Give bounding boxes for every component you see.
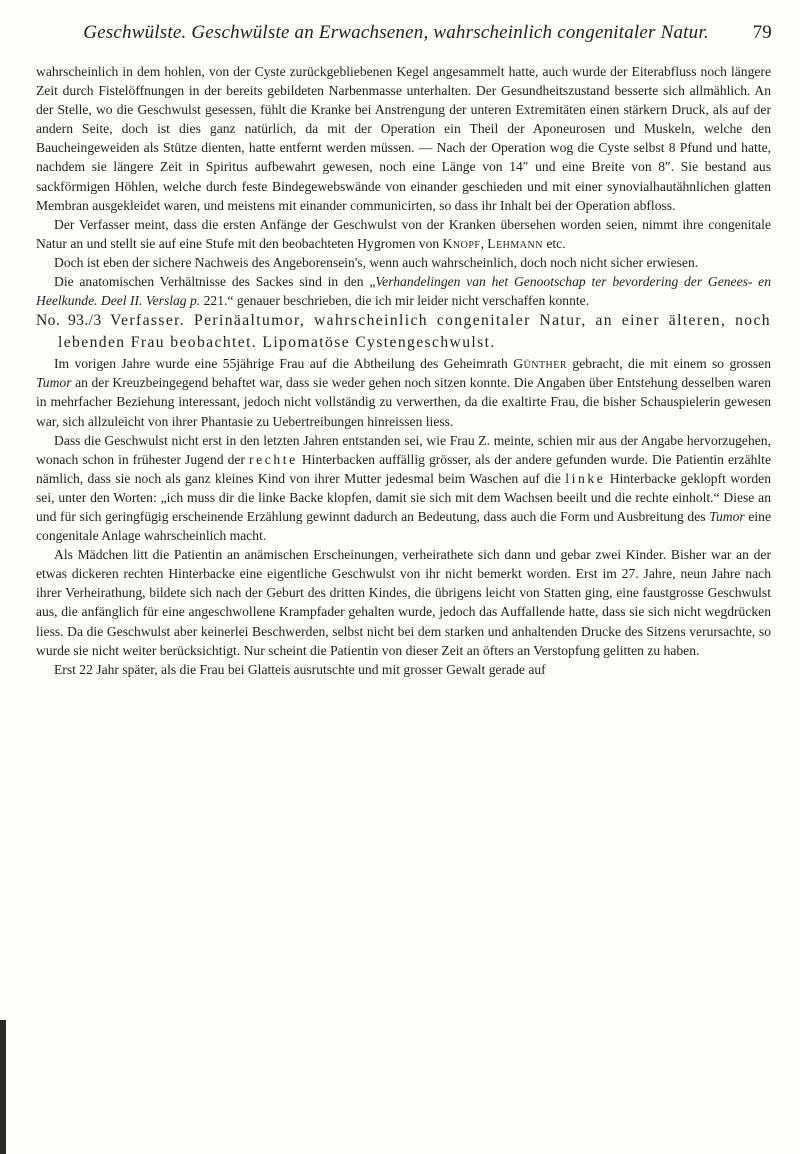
paragraph-8: Erst 22 Jahr später, als die Frau bei Glatteis ausrutschte und mit grosser Gewalt gerade auf	[54, 661, 546, 677]
term-tumor: Tumor	[36, 375, 72, 391]
case-heading-text: Verfasser. Perinäaltumor, wahrscheinlich congenitaler Natur, an einer älteren, noch lebenden Frau beobachtet. Lipomatöse Cystengeschwulst.	[58, 312, 772, 352]
term-tumor: Tumor	[709, 508, 745, 524]
emphasis-linke: linke	[565, 470, 606, 486]
page-number: 79	[752, 22, 772, 43]
paragraph-6: Dass die Geschwulst nicht erst in den letzten Jahren entstanden sei, wie Frau Z. meinte, schien mir aus der Angabe hervorzugehen, wonach schon in frühester Jugend der rechte Hinterbacken auffällig grösser, als der andere gefunden wurde. Die Patientin erzählte nämlich, dass sie noch als ganz kleines Kind von ihrer Mutter jedesmal beim Waschen auf die linke Hinterbacke geklopft worden sei, unter den Worten: „ich muss dir die linke Backe klopfen, damit sie sich mit dem Wachsen beeilt und die rechte einholt.“ Diese an und für sich geringfügig erscheinende Erzählung gewinnt dadurch an Bedeutung, dass auch die Form und Ausbreitung des Tumor eine congenitale Anlage wahrscheinlich macht.	[36, 432, 771, 544]
cited-work-title: Verhandelingen van het Genootschap ter bevordering der Genees- en Heelkunde. Deel II. Verslag p.	[36, 274, 772, 309]
paragraph-7: Als Mädchen litt die Patientin an anämischen Erscheinungen, verheirathete sich dann und gebar zwei Kinder. Bisher war an der etwas dickeren rechten Hinterbacke eine eigentliche Geschwulst von ihr nicht bemerkt worden. Erst im 27. Jahre, neun Jahre nach ihrer Verheirathung, bildete sich nach der Geburt des dritten Kindes, die übrigens leicht von Statten ging, eine faustgrosse Geschwulst aus, die anfänglich für eine angeschwollene Krampfader gehalten wurde, jedoch das Auffallende hatte, dass sie sich nicht wegdrücken liess. Da die Geschwulst aber keinerlei Beschwerden, selbst nicht bei dem starken und anhaltenden Drucke des Sitzens verursachte, so wurde sie nicht weiter berücksichtigt. Nur scheint die Patientin von dieser Zeit an öfters an Verstopfung gelitten zu haben.	[36, 547, 771, 658]
body-text	[36, 62, 771, 679]
paragraph-5: Im vorigen Jahre wurde eine 55jährige Frau auf die Abtheilung des Geheimrath Günther gebracht, die mit einem so grossen Tumor an der Kreuzbeingegend behaftet war, dass sie weder gehen noch sitzen konnte. Die Angaben über Entstehung desselben waren in mehrfacher Beziehung interessant, jedoch nicht vollständig zu verwerthen, da die exaltirte Frau, die bisher Schauspielerin gewesen war, sich allzuleicht von ihrer Phantasie zu Uebertreibungen hinreissen liess.	[36, 356, 771, 429]
running-head	[36, 22, 772, 46]
author-name-gunther: Günther	[513, 356, 568, 372]
case-number-fraction: /3	[88, 312, 102, 330]
author-name-lehmann: Lehmann	[487, 235, 543, 251]
paragraph-1: wahrscheinlich in dem hohlen, von der Cyste zurückgebliebenen Kegel angesammelt hatte, auch wurde der Eiterabfluss noch längere Zeit durch Fistelöffnungen in der bereits gebildeten Narbenmasse unterhalten. Der Gesundheitszustand besserte sich allmählich. An der Stelle, wo die Geschwulst gesessen, fühlt die Kranke bei Anstrengung der unteren Extremitäten einen stärkern Druck, als auf der andern Seite, doch ist dies ganz natürlich, da mit der Operation ein Theil der Aponeurosen und Muskeln, welche den Baucheingeweiden als Stütze dienten, hatte entfernt werden müssen. — Nach der Operation wog die Cyste selbst 8 Pfund und hatte, nachdem sie längere Zeit in Spiritus aufbewahrt gewesen, noch eine Länge von 14″ und eine Breite von 8″. Sie bestand aus sackförmigen Höhlen, welche durch feste Bindegewebswände von einander geschieden und mit einer synovialhautähnlichen glatten Membran ausgekleidet waren, und meistens mit einander communicirten, so dass ihr Inhalt bei der Operation abfloss.	[36, 64, 771, 213]
author-name-knopf: Knopf	[442, 235, 481, 251]
emphasis-rechte: rechte	[249, 451, 298, 467]
case-number: No. 93.	[36, 312, 89, 330]
paragraph-4: Die anatomischen Verhältnisse des Sackes sind in den „Verhandelingen van het Genootschap ter bevordering der Genees- en Heelkunde. Deel II. Verslag p. 221.“ genauer beschrieben, die ich mir leider nicht verschaffen konnte.	[36, 274, 772, 309]
scan-edge-shadow	[0, 1020, 6, 1154]
paragraph-3: Doch ist eben der sichere Nachweis des Angeborensein's, wenn auch wahrscheinlich, doch noch nicht sicher erwiesen.	[54, 254, 699, 270]
running-head-title: Geschwülste. Geschwülste an Erwachsenen, wahrscheinlich congenitaler Natur.	[83, 22, 709, 43]
paragraph-2: Der Verfasser meint, dass die ersten Anfänge der Geschwulst von der Kranken übersehen worden seien, nimmt ihre congenitale Natur an und stellt sie auf eine Stufe mit den beobachteten Hygromen von Knopf, Lehmann etc.	[36, 216, 771, 251]
case-heading	[36, 310, 771, 354]
